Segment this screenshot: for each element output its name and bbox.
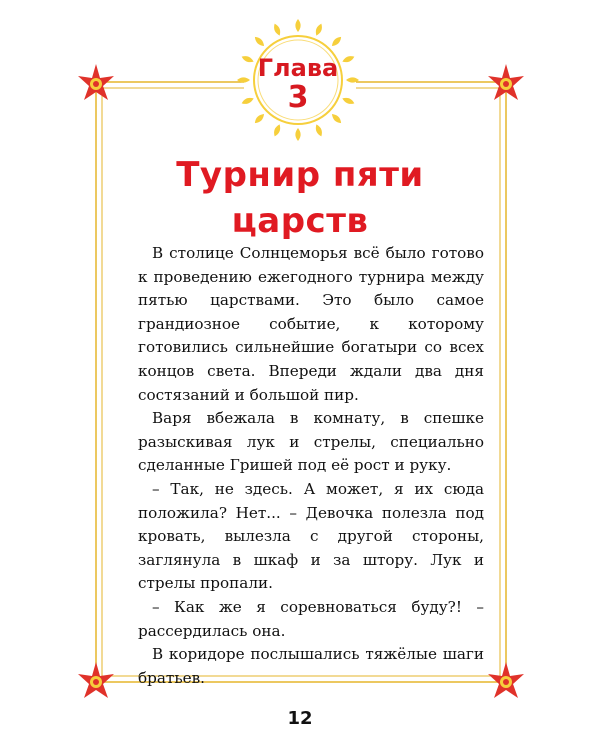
paragraph: Варя вбежала в комнату, в спешке разыскивая лук и стрелы, специально сделанные Гришей под её рост и руку. <box>138 409 484 475</box>
chapter-title-line: царств <box>231 201 369 241</box>
corner-star-icon <box>74 660 118 704</box>
paragraph: – Так, не здесь. А может, я их сюда положила? Нет... – Девочка полезла под кровать, вылезла с другой стороны, заглянула в шкаф и за штору. Лук и стрелы пропали. <box>138 479 484 593</box>
story-text <box>138 242 484 690</box>
chapter-title-line: Турнир пяти <box>176 155 424 195</box>
corner-star-icon <box>484 660 528 704</box>
corner-star-icon <box>74 62 118 106</box>
paragraph: – Как же я соревноваться буду?! – рассердилась она. <box>138 597 484 640</box>
corner-star-icon <box>484 62 528 106</box>
paragraph: В столице Солнцеморья всё было готово к проведению ежегодного турнира между пятью царствами. Это было самое грандиозное событие, к которому готовились сильнейшие богатыри со всех концов света. Впереди ждали два дня состязаний и большой пир. <box>138 244 484 404</box>
page-number: 12 <box>287 708 313 729</box>
paragraph: В коридоре послышались тяжёлые шаги братьев. <box>138 645 484 687</box>
chapter-title <box>110 152 490 244</box>
chapter-number: 3 <box>287 80 309 115</box>
chapter-label: Глава <box>257 54 339 82</box>
